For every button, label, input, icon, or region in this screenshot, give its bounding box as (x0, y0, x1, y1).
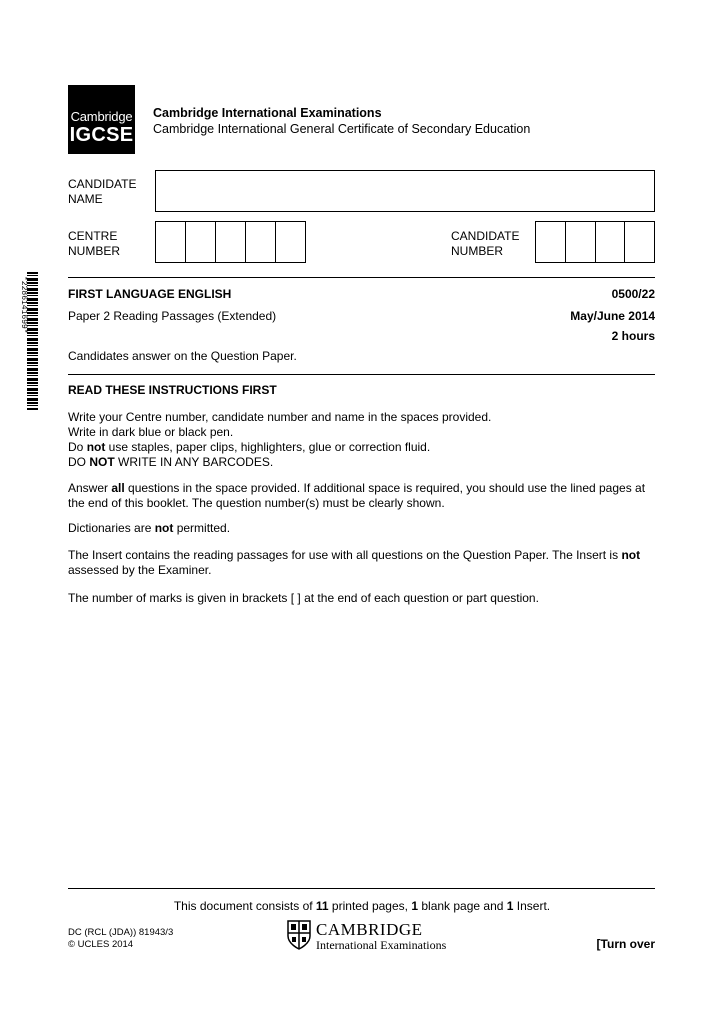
instruction-emphasis: not (154, 521, 174, 535)
footer-text: printed pages, (328, 899, 412, 913)
candidate-name-label-line1: CANDIDATE (68, 177, 137, 191)
instruction-line: The number of marks is given in brackets [ ] at the end of each question or part question. (68, 591, 539, 605)
paper-session: May/June 2014 (570, 309, 655, 323)
barcode-image (27, 272, 38, 410)
header-org: Cambridge International Examinations (153, 106, 382, 120)
candidate-digit-box[interactable] (595, 222, 625, 262)
paper-materials: Candidates answer on the Question Paper. (68, 349, 297, 363)
footer-copyright: © UCLES 2014 (68, 939, 134, 950)
candidate-number-label-line1: CANDIDATE (451, 229, 520, 243)
logo-line-1: Cambridge (70, 109, 133, 124)
candidate-number-boxes[interactable] (535, 221, 655, 263)
instruction-text: questions in the space provided. If additional space is required, you should use the lined pages at the end of this booklet. The question number(s) must be clearly shown. (68, 481, 646, 510)
instruction-emphasis: all (111, 481, 125, 495)
instruction-emphasis: not (621, 548, 641, 562)
instruction-text: use staples, paper clips, highlighters, glue or correction fluid. (105, 440, 431, 454)
centre-number-label-line2: NUMBER (68, 244, 121, 258)
divider-top (68, 277, 655, 278)
candidate-name-box[interactable] (155, 170, 655, 212)
centre-number-boxes[interactable] (155, 221, 306, 263)
instructions-block-4 (68, 548, 658, 578)
paper-subject: FIRST LANGUAGE ENGLISH (68, 287, 232, 301)
cambridge-igcse-logo (68, 85, 135, 154)
centre-digit-box[interactable] (156, 222, 185, 262)
instructions-heading: READ THESE INSTRUCTIONS FIRST (68, 383, 277, 397)
centre-number-label-line1: CENTRE (68, 229, 118, 243)
candidate-number-label (451, 229, 519, 259)
cambridge-brand-subtitle: International Examinations (316, 938, 447, 952)
footer-emphasis: 1 (411, 899, 419, 913)
candidate-number-label-line2: NUMBER (451, 244, 504, 258)
cambridge-brand-name: CAMBRIDGE (316, 920, 423, 939)
instruction-text: permitted. (173, 521, 231, 535)
turn-over-label: [Turn over (596, 937, 655, 951)
footer-reference (68, 927, 173, 951)
instruction-text: WRITE IN ANY BARCODES. (114, 455, 274, 469)
candidate-digit-box[interactable] (624, 222, 654, 262)
centre-digit-box[interactable] (245, 222, 275, 262)
instruction-text: The Insert contains the reading passages for use with all questions on the Question Paper. The Insert is (68, 548, 622, 562)
instruction-emphasis: not (86, 440, 106, 454)
paper-code: 0500/22 (611, 287, 655, 301)
paper-duration: 2 hours (611, 329, 655, 343)
instruction-emphasis: NOT (89, 455, 115, 469)
instructions-block-2 (68, 481, 658, 511)
footer-text: blank page and (418, 899, 507, 913)
instruction-line (68, 455, 658, 470)
logo-line-2: IGCSE (69, 124, 134, 146)
instruction-text: Answer (68, 481, 112, 495)
header-cert: Cambridge International General Certificate of Secondary Education (153, 122, 531, 136)
footer-page-count (0, 899, 724, 913)
cambridge-shield-icon (287, 920, 311, 950)
instruction-line: Write in dark blue or black pen. (68, 425, 234, 439)
barcode-text: *2286141699* (19, 276, 28, 334)
instruction-line: Write your Centre number, candidate number and name in the spaces provided. (68, 410, 492, 424)
candidate-name-label-line2: NAME (68, 192, 103, 206)
instruction-text: Dictionaries are (68, 521, 155, 535)
centre-digit-box[interactable] (275, 222, 305, 262)
instructions-block-1 (68, 410, 658, 470)
instruction-text: Do (68, 440, 87, 454)
instruction-line (68, 440, 658, 455)
instruction-line (68, 481, 658, 511)
footer-emphasis: 1 (506, 899, 514, 913)
candidate-digit-box[interactable] (536, 222, 565, 262)
instructions-block-3 (68, 521, 658, 536)
instruction-line (68, 548, 658, 578)
paper-title: Paper 2 Reading Passages (Extended) (68, 309, 277, 323)
footer-text: Insert. (513, 899, 551, 913)
instructions-block-5 (68, 591, 658, 606)
centre-digit-box[interactable] (215, 222, 245, 262)
footer-ref-code: DC (RCL (JDA)) 81943/3 (68, 927, 174, 938)
centre-number-label (68, 229, 120, 259)
divider-footer (68, 888, 655, 889)
candidate-digit-box[interactable] (565, 222, 595, 262)
footer-emphasis: 11 (315, 899, 329, 913)
instruction-text: assessed by the Examiner. (68, 563, 212, 577)
divider-instructions (68, 374, 655, 375)
footer-text: This document consists of (173, 899, 316, 913)
centre-digit-box[interactable] (185, 222, 215, 262)
candidate-name-label (68, 177, 136, 207)
instruction-line (68, 521, 658, 536)
instruction-text: DO (68, 455, 90, 469)
